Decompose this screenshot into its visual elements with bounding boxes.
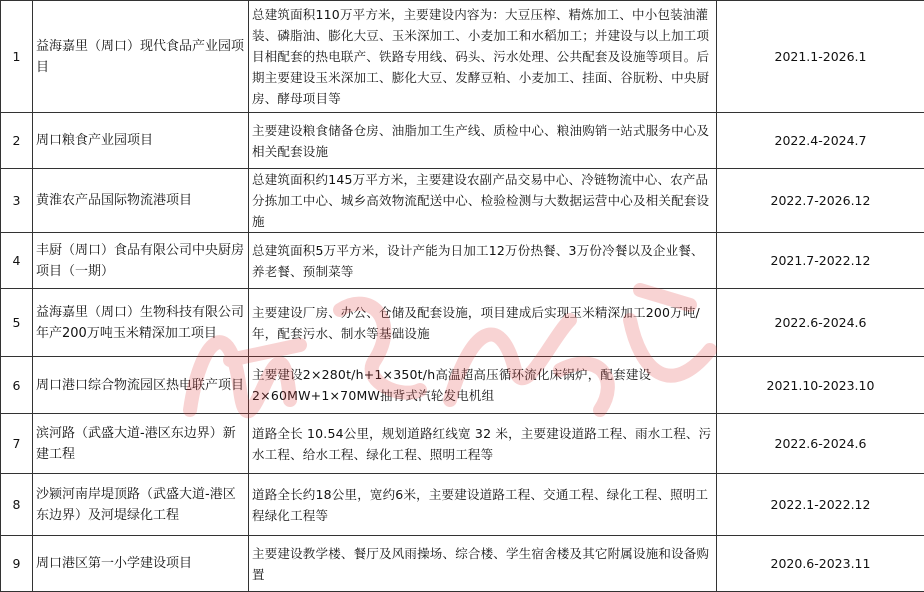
project-name: 周口粮食产业园项目 bbox=[33, 113, 249, 169]
project-period: 2021.10-2023.10 bbox=[717, 357, 924, 414]
project-name: 黄淮农产品国际物流港项目 bbox=[33, 169, 249, 233]
project-name: 沙颍河南岸堤顶路（武盛大道-港区东边界）及河堤绿化工程 bbox=[33, 474, 249, 536]
row-number: 9 bbox=[1, 536, 33, 592]
table-row bbox=[1, 113, 924, 169]
project-content: 总建筑面积5万平方米，设计产能为日加工12万份热餐、3万份冷餐以及企业餐、养老餐、预制菜等 bbox=[249, 233, 717, 289]
project-period: 2022.6-2024.6 bbox=[717, 414, 924, 474]
project-content: 主要建设粮食储备仓房、油脂加工生产线、质检中心、粮油购销一站式服务中心及相关配套设施 bbox=[249, 113, 717, 169]
project-content: 道路全长 10.54公里，规划道路红线宽 32 米，主要建设道路工程、雨水工程、污水工程、给水工程、绿化工程、照明工程等 bbox=[249, 414, 717, 474]
project-content: 主要建设厂房、办公、仓储及配套设施，项目建成后实现玉米精深加工200万吨/年，配套污水、制水等基础设施 bbox=[249, 289, 717, 357]
row-number: 7 bbox=[1, 414, 33, 474]
project-content: 主要建设2×280t/h+1×350t/h高温超高压循环流化床锅炉，配套建设2×60MW+1×70MW抽背式汽轮发电机组 bbox=[249, 357, 717, 414]
project-content: 总建筑面积约145万平方米，主要建设农副产品交易中心、冷链物流中心、农产品分拣加工中心、城乡高效物流配送中心、检验检测与大数据运营中心及相关配套设施 bbox=[249, 169, 717, 233]
project-content: 主要建设教学楼、餐厅及风雨操场、综合楼、学生宿舍楼及其它附属设施和设备购置 bbox=[249, 536, 717, 592]
project-period: 2022.1-2022.12 bbox=[717, 474, 924, 536]
table-row bbox=[1, 233, 924, 289]
project-name: 周口港区第一小学建设项目 bbox=[33, 536, 249, 592]
row-number: 5 bbox=[1, 289, 33, 357]
project-name: 周口港口综合物流园区热电联产项目 bbox=[33, 357, 249, 414]
project-content: 总建筑面积110万平方米，主要建设内容为：大豆压榨、精炼加工、中小包装油灌装、磷脂油、膨化大豆、玉米深加工、小麦加工和水稻加工；并建设与以上加工项目相配套的热电联产、铁路专用线、码头、污水处理、公共配套及设施等项目。后期主要建设玉米深加工、膨化大豆、发酵豆粕、小麦加工、挂面、谷朊粉、中央厨房、酵母项目等 bbox=[249, 1, 717, 113]
project-period: 2020.6-2023.11 bbox=[717, 536, 924, 592]
project-name: 益海嘉里（周口）生物科技有限公司年产200万吨玉米精深加工项目 bbox=[33, 289, 249, 357]
row-number: 2 bbox=[1, 113, 33, 169]
project-name: 滨河路（武盛大道-港区东边界）新建工程 bbox=[33, 414, 249, 474]
row-number: 8 bbox=[1, 474, 33, 536]
project-content: 道路全长约18公里，宽约6米，主要建设道路工程、交通工程、绿化工程、照明工程绿化工程等 bbox=[249, 474, 717, 536]
project-name: 丰厨（周口）食品有限公司中央厨房项目（一期） bbox=[33, 233, 249, 289]
row-number: 3 bbox=[1, 169, 33, 233]
row-number: 4 bbox=[1, 233, 33, 289]
row-number: 1 bbox=[1, 1, 33, 113]
table-row bbox=[1, 414, 924, 474]
table-row bbox=[1, 1, 924, 113]
project-name: 益海嘉里（周口）现代食品产业园项目 bbox=[33, 1, 249, 113]
table-row bbox=[1, 289, 924, 357]
row-number: 6 bbox=[1, 357, 33, 414]
project-period: 2021.7-2022.12 bbox=[717, 233, 924, 289]
project-period: 2021.1-2026.1 bbox=[717, 1, 924, 113]
project-period: 2022.6-2024.6 bbox=[717, 289, 924, 357]
project-period: 2022.7-2026.12 bbox=[717, 169, 924, 233]
project-period: 2022.4-2024.7 bbox=[717, 113, 924, 169]
table-row bbox=[1, 169, 924, 233]
table-row bbox=[1, 357, 924, 414]
table-row bbox=[1, 474, 924, 536]
table-row bbox=[1, 536, 924, 592]
